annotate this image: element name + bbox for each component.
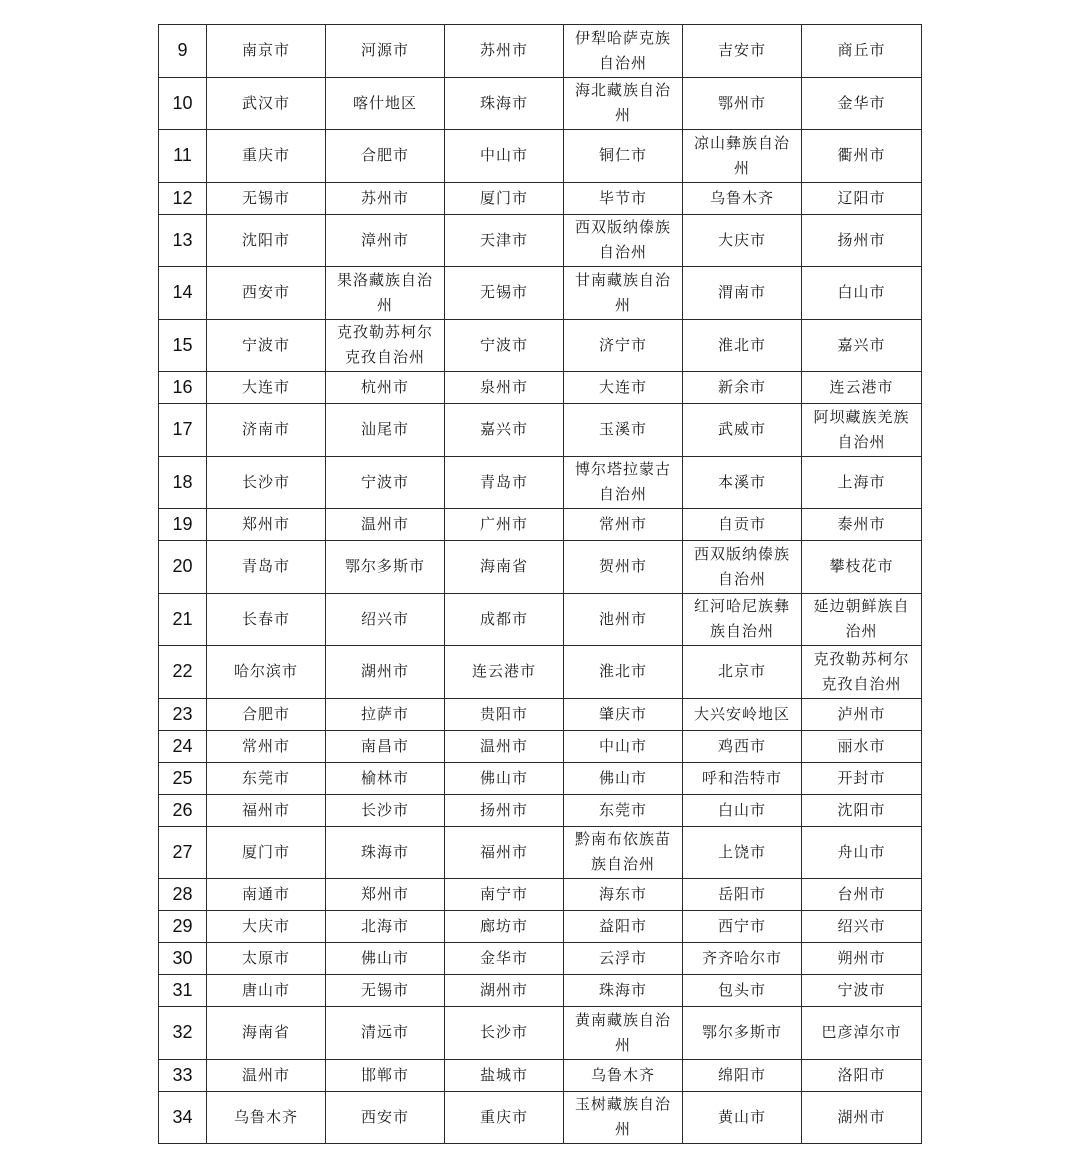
- table-row: [159, 77, 922, 130]
- city-cell: 长沙市: [445, 1007, 564, 1060]
- row-number: 32: [159, 1007, 207, 1060]
- row-number: 21: [159, 593, 207, 646]
- city-cell: 岳阳市: [683, 879, 802, 911]
- table-row: [159, 879, 922, 911]
- city-cell: 铜仁市: [564, 130, 683, 183]
- city-cell: 益阳市: [564, 911, 683, 943]
- table-row: [159, 130, 922, 183]
- city-cell: 阿坝藏族羌族自治州: [802, 404, 922, 457]
- city-cell: 邯郸市: [326, 1059, 445, 1091]
- table-row: [159, 509, 922, 541]
- city-cell: 扬州市: [802, 214, 922, 267]
- city-cell: 绍兴市: [802, 911, 922, 943]
- row-number: 15: [159, 319, 207, 372]
- city-cell: 合肥市: [326, 130, 445, 183]
- city-cell: 珠海市: [445, 77, 564, 130]
- city-cell: 杭州市: [326, 372, 445, 404]
- city-cell: 鄂州市: [683, 77, 802, 130]
- city-cell: 池州市: [564, 593, 683, 646]
- city-cell: 太原市: [207, 943, 326, 975]
- city-cell: 连云港市: [445, 646, 564, 699]
- city-cell: 开封市: [802, 762, 922, 794]
- city-cell: 新余市: [683, 372, 802, 404]
- city-cell: 南宁市: [445, 879, 564, 911]
- city-cell: 佛山市: [564, 762, 683, 794]
- row-number: 31: [159, 975, 207, 1007]
- city-cell: 乌鲁木齐: [207, 1091, 326, 1144]
- city-cell: 东莞市: [564, 794, 683, 826]
- city-cell: 肇庆市: [564, 698, 683, 730]
- city-cell: 合肥市: [207, 698, 326, 730]
- table-row: [159, 1059, 922, 1091]
- city-cell: 海东市: [564, 879, 683, 911]
- row-number: 34: [159, 1091, 207, 1144]
- city-cell: 巴彦淖尔市: [802, 1007, 922, 1060]
- city-cell: 武汉市: [207, 77, 326, 130]
- city-cell: 泉州市: [445, 372, 564, 404]
- table-row: [159, 404, 922, 457]
- city-cell: 福州市: [445, 826, 564, 879]
- city-cell: 淮北市: [564, 646, 683, 699]
- city-cell: 贵阳市: [445, 698, 564, 730]
- row-number: 13: [159, 214, 207, 267]
- city-cell: 乌鲁木齐: [683, 182, 802, 214]
- city-cell: 珠海市: [564, 975, 683, 1007]
- row-number: 23: [159, 698, 207, 730]
- row-number: 14: [159, 267, 207, 320]
- row-number: 9: [159, 25, 207, 78]
- city-cell: 丽水市: [802, 730, 922, 762]
- city-cell: 毕节市: [564, 182, 683, 214]
- city-cell: 宁波市: [802, 975, 922, 1007]
- table-row: [159, 794, 922, 826]
- row-number: 20: [159, 541, 207, 594]
- table-row: [159, 943, 922, 975]
- city-cell: 廊坊市: [445, 911, 564, 943]
- city-cell: 克孜勒苏柯尔克孜自治州: [802, 646, 922, 699]
- table-row: [159, 214, 922, 267]
- city-cell: 拉萨市: [326, 698, 445, 730]
- city-cell: 东莞市: [207, 762, 326, 794]
- city-cell: 宁波市: [326, 456, 445, 509]
- city-cell: 济宁市: [564, 319, 683, 372]
- city-cell: 云浮市: [564, 943, 683, 975]
- city-cell: 甘南藏族自治州: [564, 267, 683, 320]
- city-cell: 西安市: [207, 267, 326, 320]
- city-cell: 温州市: [207, 1059, 326, 1091]
- row-number: 19: [159, 509, 207, 541]
- city-cell: 海北藏族自治州: [564, 77, 683, 130]
- city-cell: 嘉兴市: [802, 319, 922, 372]
- table-body: [159, 25, 922, 1144]
- city-cell: 南昌市: [326, 730, 445, 762]
- city-cell: 衢州市: [802, 130, 922, 183]
- city-cell: 无锡市: [445, 267, 564, 320]
- row-number: 12: [159, 182, 207, 214]
- city-cell: 温州市: [326, 509, 445, 541]
- city-cell: 厦门市: [445, 182, 564, 214]
- table-row: [159, 372, 922, 404]
- city-cell: 西双版纳傣族自治州: [683, 541, 802, 594]
- table-row: [159, 975, 922, 1007]
- city-cell: 苏州市: [445, 25, 564, 78]
- city-cell: 北海市: [326, 911, 445, 943]
- city-cell: 唐山市: [207, 975, 326, 1007]
- row-number: 27: [159, 826, 207, 879]
- city-cell: 清远市: [326, 1007, 445, 1060]
- table-row: [159, 698, 922, 730]
- city-cell: 洛阳市: [802, 1059, 922, 1091]
- city-cell: 常州市: [564, 509, 683, 541]
- city-cell: 佛山市: [326, 943, 445, 975]
- city-cell: 绵阳市: [683, 1059, 802, 1091]
- table-row: [159, 762, 922, 794]
- city-cell: 沈阳市: [802, 794, 922, 826]
- city-cell: 大兴安岭地区: [683, 698, 802, 730]
- city-cell: 济南市: [207, 404, 326, 457]
- city-cell: 朔州市: [802, 943, 922, 975]
- city-cell: 黔南布依族苗族自治州: [564, 826, 683, 879]
- city-cell: 玉树藏族自治州: [564, 1091, 683, 1144]
- city-cell: 乌鲁木齐: [564, 1059, 683, 1091]
- city-cell: 中山市: [564, 730, 683, 762]
- table-row: [159, 456, 922, 509]
- city-cell: 天津市: [445, 214, 564, 267]
- city-cell: 鸡西市: [683, 730, 802, 762]
- row-number: 18: [159, 456, 207, 509]
- city-cell: 克孜勒苏柯尔克孜自治州: [326, 319, 445, 372]
- table-row: [159, 646, 922, 699]
- city-cell: 武威市: [683, 404, 802, 457]
- city-cell: 辽阳市: [802, 182, 922, 214]
- city-cell: 大连市: [207, 372, 326, 404]
- row-number: 29: [159, 911, 207, 943]
- city-cell: 鄂尔多斯市: [683, 1007, 802, 1060]
- city-cell: 上饶市: [683, 826, 802, 879]
- city-cell: 广州市: [445, 509, 564, 541]
- city-cell: 绍兴市: [326, 593, 445, 646]
- city-cell: 沈阳市: [207, 214, 326, 267]
- city-cell: 珠海市: [326, 826, 445, 879]
- city-cell: 喀什地区: [326, 77, 445, 130]
- city-cell: 连云港市: [802, 372, 922, 404]
- city-cell: 苏州市: [326, 182, 445, 214]
- city-cell: 台州市: [802, 879, 922, 911]
- city-cell: 舟山市: [802, 826, 922, 879]
- table-row: [159, 593, 922, 646]
- city-cell: 北京市: [683, 646, 802, 699]
- table-row: [159, 541, 922, 594]
- row-number: 33: [159, 1059, 207, 1091]
- city-cell: 常州市: [207, 730, 326, 762]
- city-cell: 西宁市: [683, 911, 802, 943]
- city-cell: 上海市: [802, 456, 922, 509]
- city-cell: 包头市: [683, 975, 802, 1007]
- city-cell: 无锡市: [207, 182, 326, 214]
- row-number: 24: [159, 730, 207, 762]
- city-cell: 河源市: [326, 25, 445, 78]
- city-cell: 重庆市: [445, 1091, 564, 1144]
- table-row: [159, 1091, 922, 1144]
- city-cell: 鄂尔多斯市: [326, 541, 445, 594]
- city-cell: 青岛市: [445, 456, 564, 509]
- city-cell: 盐城市: [445, 1059, 564, 1091]
- city-cell: 贺州市: [564, 541, 683, 594]
- city-cell: 湖州市: [326, 646, 445, 699]
- city-cell: 南京市: [207, 25, 326, 78]
- city-cell: 无锡市: [326, 975, 445, 1007]
- table-row: [159, 319, 922, 372]
- city-cell: 呼和浩特市: [683, 762, 802, 794]
- city-cell: 白山市: [802, 267, 922, 320]
- row-number: 22: [159, 646, 207, 699]
- city-cell: 郑州市: [326, 879, 445, 911]
- city-cell: 凉山彝族自治州: [683, 130, 802, 183]
- city-cell: 玉溪市: [564, 404, 683, 457]
- city-cell: 西双版纳傣族自治州: [564, 214, 683, 267]
- city-cell: 汕尾市: [326, 404, 445, 457]
- row-number: 25: [159, 762, 207, 794]
- row-number: 10: [159, 77, 207, 130]
- city-cell: 海南省: [445, 541, 564, 594]
- city-cell: 长沙市: [326, 794, 445, 826]
- row-number: 26: [159, 794, 207, 826]
- row-number: 28: [159, 879, 207, 911]
- city-cell: 泰州市: [802, 509, 922, 541]
- table-row: [159, 25, 922, 78]
- city-cell: 佛山市: [445, 762, 564, 794]
- city-cell: 大庆市: [207, 911, 326, 943]
- city-cell: 本溪市: [683, 456, 802, 509]
- city-ranking-table: [158, 24, 922, 1144]
- city-cell: 金华市: [802, 77, 922, 130]
- table-row: [159, 267, 922, 320]
- city-cell: 渭南市: [683, 267, 802, 320]
- city-cell: 扬州市: [445, 794, 564, 826]
- city-cell: 哈尔滨市: [207, 646, 326, 699]
- city-cell: 湖州市: [802, 1091, 922, 1144]
- row-number: 16: [159, 372, 207, 404]
- city-cell: 厦门市: [207, 826, 326, 879]
- city-cell: 重庆市: [207, 130, 326, 183]
- row-number: 17: [159, 404, 207, 457]
- table-row: [159, 1007, 922, 1060]
- city-cell: 青岛市: [207, 541, 326, 594]
- city-cell: 红河哈尼族彝族自治州: [683, 593, 802, 646]
- city-cell: 吉安市: [683, 25, 802, 78]
- city-cell: 自贡市: [683, 509, 802, 541]
- table-row: [159, 826, 922, 879]
- table-row: [159, 911, 922, 943]
- city-cell: 白山市: [683, 794, 802, 826]
- city-cell: 黄山市: [683, 1091, 802, 1144]
- row-number: 11: [159, 130, 207, 183]
- city-cell: 延边朝鲜族自治州: [802, 593, 922, 646]
- city-cell: 博尔塔拉蒙古自治州: [564, 456, 683, 509]
- city-cell: 金华市: [445, 943, 564, 975]
- city-cell: 成都市: [445, 593, 564, 646]
- city-cell: 长春市: [207, 593, 326, 646]
- city-cell: 海南省: [207, 1007, 326, 1060]
- table-row: [159, 182, 922, 214]
- row-number: 30: [159, 943, 207, 975]
- city-cell: 宁波市: [445, 319, 564, 372]
- city-cell: 大连市: [564, 372, 683, 404]
- city-cell: 福州市: [207, 794, 326, 826]
- city-cell: 中山市: [445, 130, 564, 183]
- city-cell: 泸州市: [802, 698, 922, 730]
- city-cell: 宁波市: [207, 319, 326, 372]
- city-cell: 果洛藏族自治州: [326, 267, 445, 320]
- city-cell: 大庆市: [683, 214, 802, 267]
- city-cell: 黄南藏族自治州: [564, 1007, 683, 1060]
- city-cell: 商丘市: [802, 25, 922, 78]
- city-cell: 淮北市: [683, 319, 802, 372]
- city-cell: 南通市: [207, 879, 326, 911]
- city-cell: 榆林市: [326, 762, 445, 794]
- city-cell: 齐齐哈尔市: [683, 943, 802, 975]
- city-cell: 长沙市: [207, 456, 326, 509]
- city-cell: 温州市: [445, 730, 564, 762]
- city-cell: 湖州市: [445, 975, 564, 1007]
- table-row: [159, 730, 922, 762]
- city-cell: 伊犁哈萨克族自治州: [564, 25, 683, 78]
- city-cell: 西安市: [326, 1091, 445, 1144]
- city-cell: 郑州市: [207, 509, 326, 541]
- city-cell: 漳州市: [326, 214, 445, 267]
- city-cell: 嘉兴市: [445, 404, 564, 457]
- city-cell: 攀枝花市: [802, 541, 922, 594]
